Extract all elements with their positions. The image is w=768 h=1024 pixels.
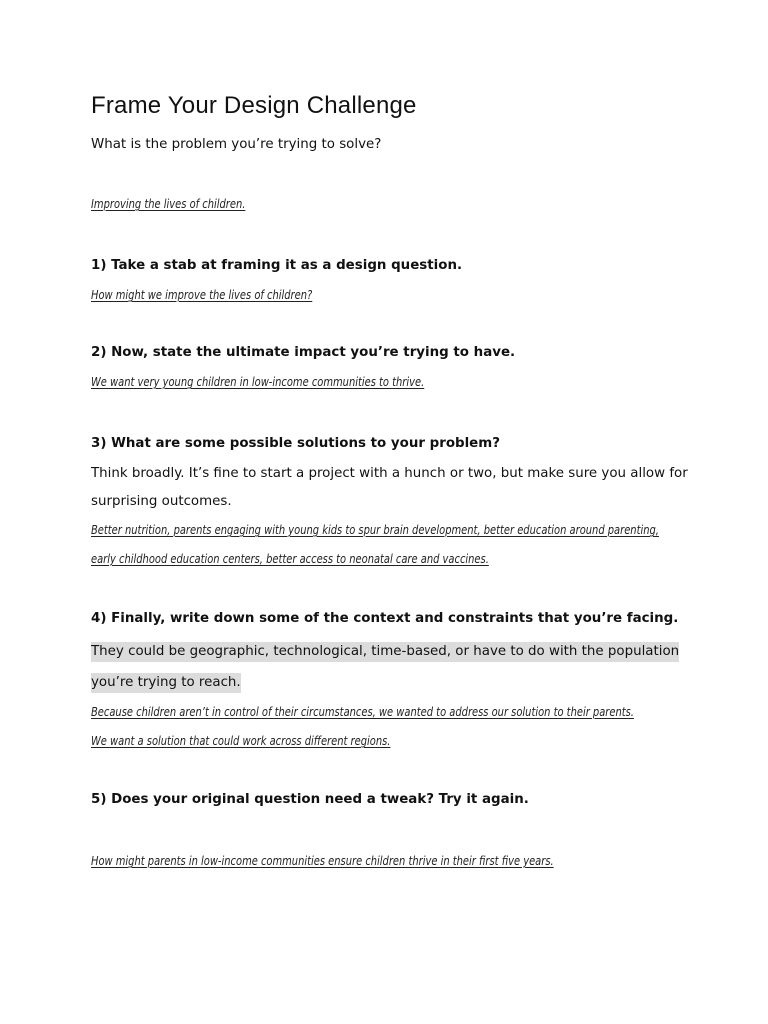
step1-answer: How might we improve the lives of children? <box>91 287 313 302</box>
step1-question: 1) Take a stab at framing it as a design question. <box>91 258 463 273</box>
step5-answer: How might parents in low-income communities ensure children thrive in their first five years. <box>91 853 554 868</box>
page-title: Frame Your Design Challenge <box>91 92 417 119</box>
intro-question: What is the problem you’re trying to solve? <box>91 137 382 152</box>
step5-question: 5) Does your original question need a tweak? Try it again. <box>91 792 529 807</box>
step3-answer-line1: Better nutrition, parents engaging with young kids to spur brain development, better education around parenting, <box>91 522 659 537</box>
intro-answer: Improving the lives of children. <box>91 196 246 211</box>
step3-hint-line2: surprising outcomes. <box>91 494 232 509</box>
step3-hint-line1: Think broadly. It’s fine to start a project with a hunch or two, but make sure you allow for <box>91 466 688 481</box>
step4-hint-line1: They could be geographic, technological, time-based, or have to do with the population <box>91 642 679 662</box>
step3-question: 3) What are some possible solutions to your problem? <box>91 436 500 451</box>
step3-answer-line2: early childhood education centers, better access to neonatal care and vaccines. <box>91 551 489 566</box>
step2-answer: We want very young children in low-income communities to thrive. <box>91 374 425 389</box>
step4-question: 4) Finally, write down some of the context and constraints that you’re facing. <box>91 611 679 626</box>
step4-answer-line2: We want a solution that could work across different regions. <box>91 733 391 748</box>
step4-answer-line1: Because children aren’t in control of their circumstances, we wanted to address our solution to their parents. <box>91 704 634 719</box>
step2-question: 2) Now, state the ultimate impact you’re trying to have. <box>91 345 516 360</box>
step4-hint-line2: you’re trying to reach. <box>91 673 241 693</box>
